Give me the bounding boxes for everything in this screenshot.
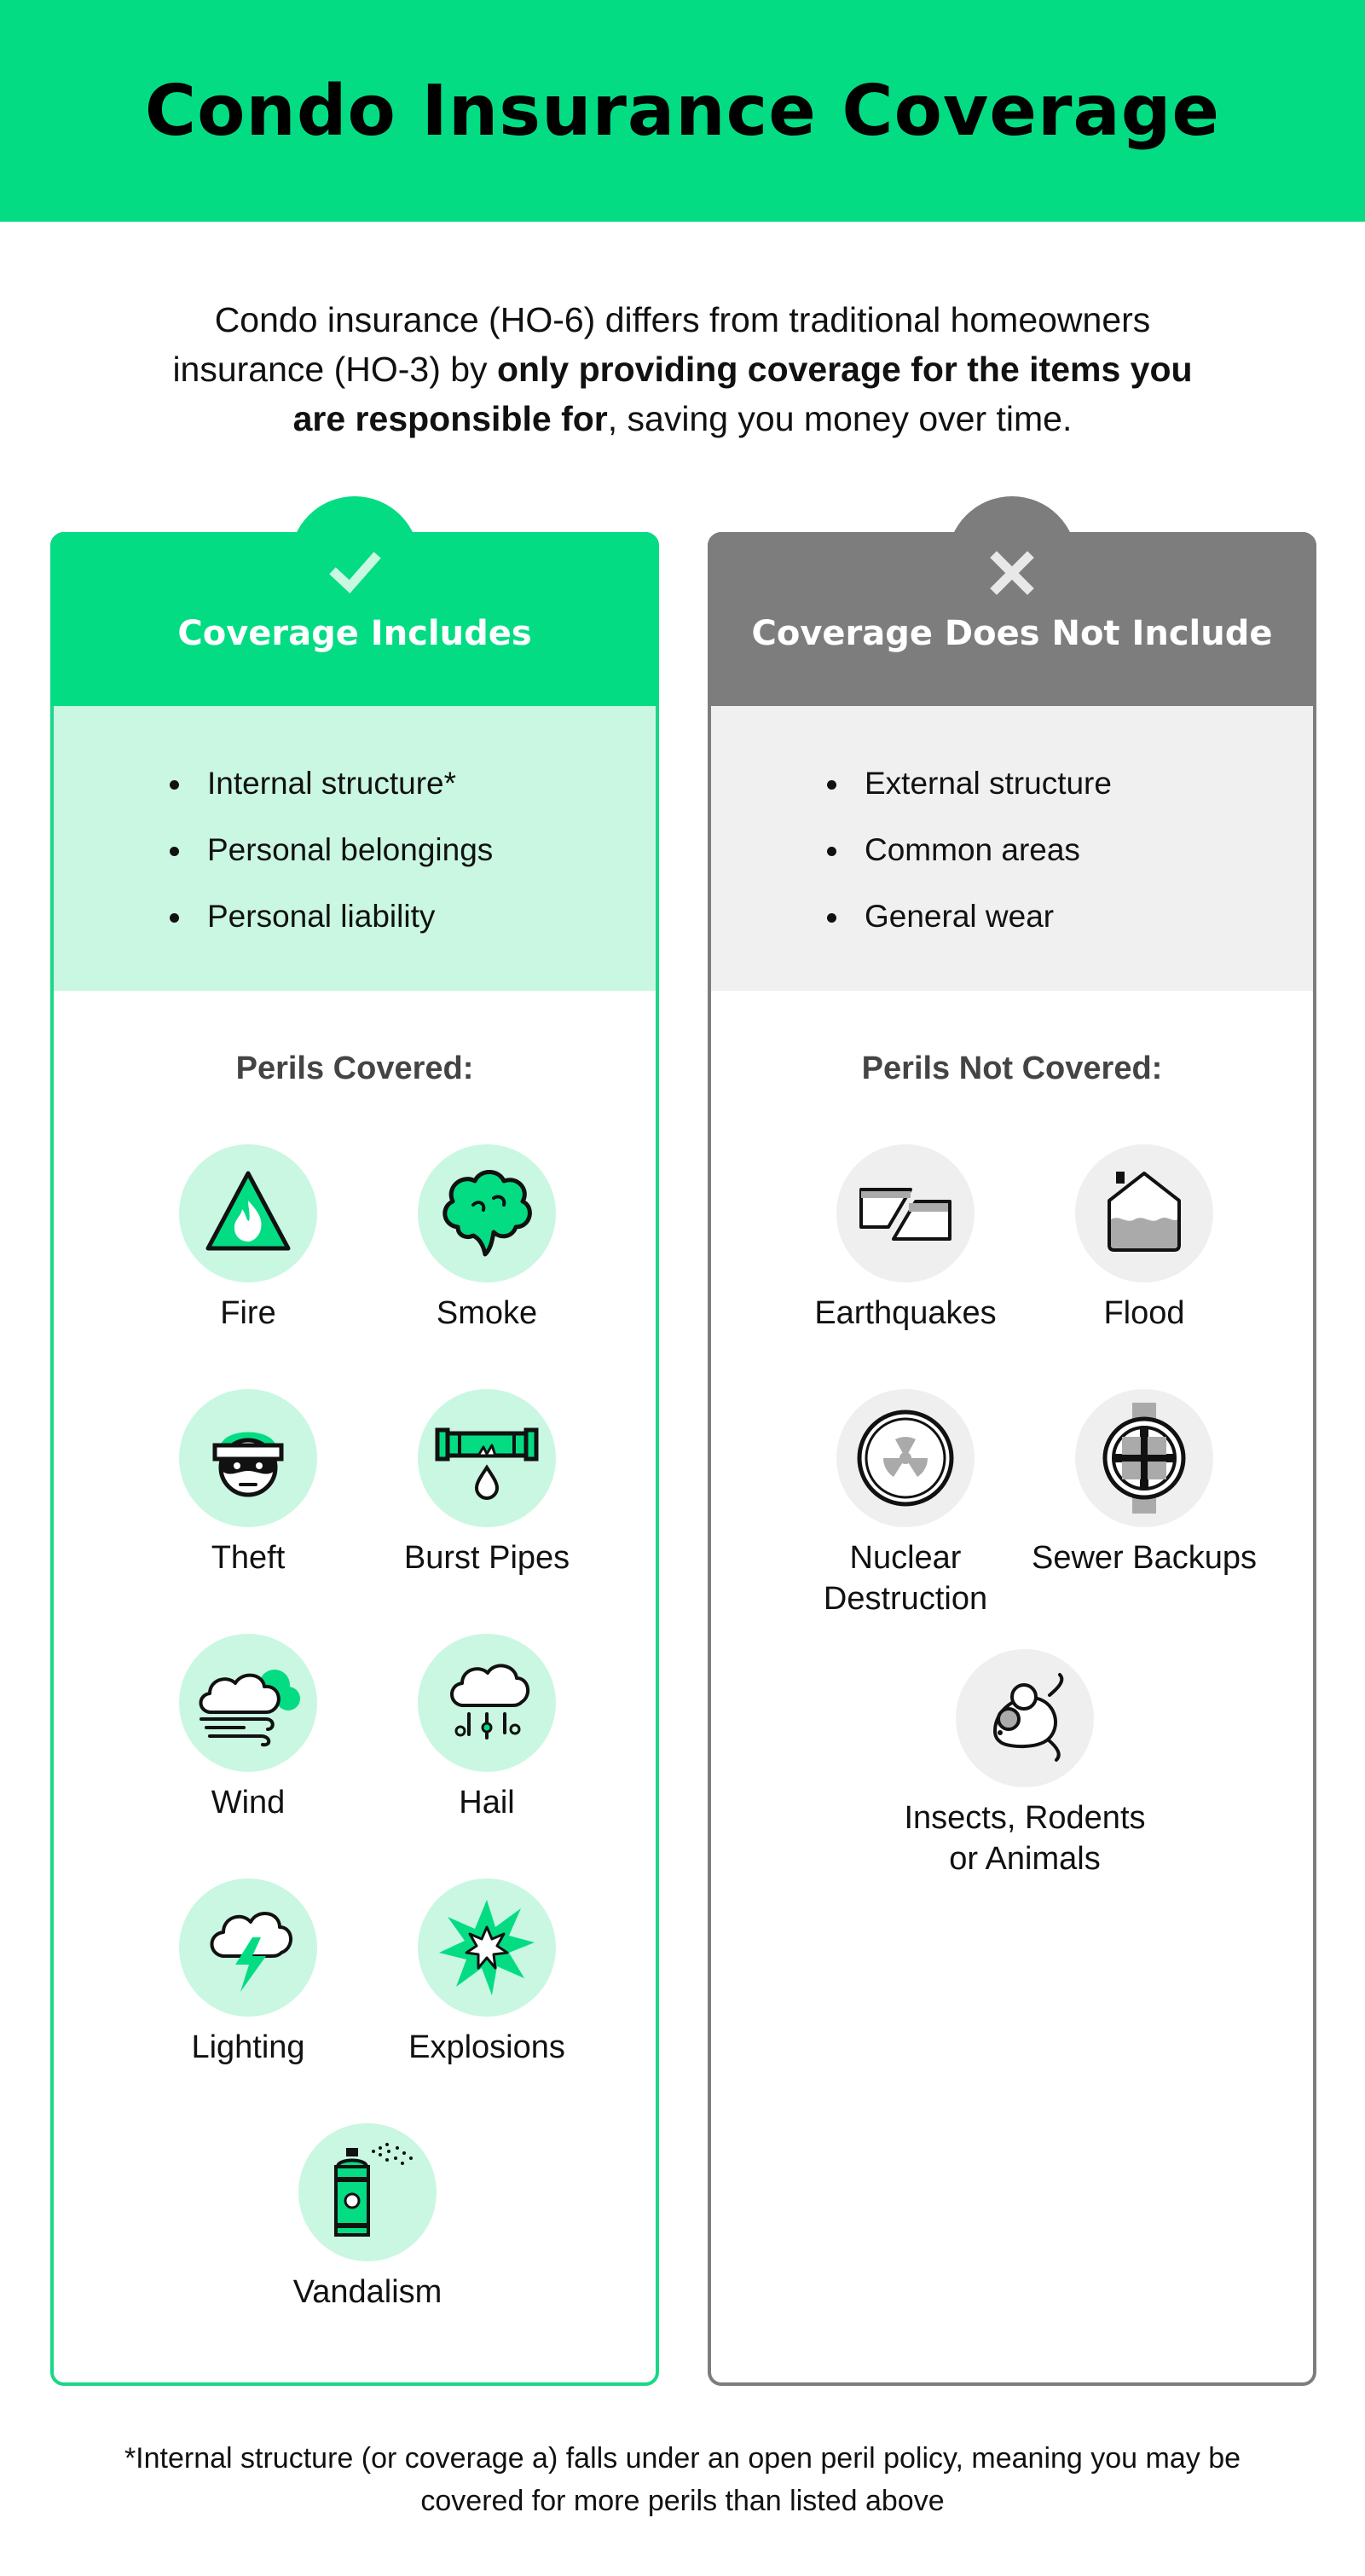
peril-sewer-backups bbox=[1016, 1389, 1272, 1578]
peril-label: Wind bbox=[211, 1785, 286, 1821]
intro-text bbox=[153, 295, 1212, 443]
peril-label: Explosions bbox=[408, 2029, 565, 2065]
list-item: Common areas bbox=[822, 817, 1313, 883]
peril-label: Flood bbox=[1103, 1295, 1185, 1331]
peril-explosions bbox=[359, 1878, 615, 2068]
wind-icon bbox=[179, 1634, 317, 1772]
list-item: Personal liability bbox=[165, 883, 656, 950]
peril-smoke bbox=[359, 1144, 615, 1334]
peril-label: Nuclear Destruction bbox=[823, 1540, 988, 1617]
peril-insects-rodents-animals bbox=[897, 1649, 1153, 1879]
radiation-icon bbox=[836, 1389, 975, 1527]
coverage-excludes-title: Coverage Does Not Include bbox=[751, 614, 1273, 653]
coverage-excludes-card bbox=[708, 532, 1316, 2386]
peril-label: Smoke bbox=[436, 1295, 538, 1331]
list-item: General wear bbox=[822, 883, 1313, 950]
sewer-icon bbox=[1075, 1389, 1213, 1527]
lightning-icon bbox=[179, 1878, 317, 2017]
flood-icon bbox=[1075, 1144, 1213, 1282]
hail-icon bbox=[418, 1634, 556, 1772]
peril-wind bbox=[120, 1634, 376, 1823]
explosion-icon bbox=[418, 1878, 556, 2017]
x-icon bbox=[985, 546, 1039, 600]
peril-label: Insects, Rodents or Animals bbox=[904, 1800, 1146, 1877]
list-item: Internal structure* bbox=[165, 750, 656, 817]
intro-part-2: , saving you money over time. bbox=[607, 399, 1073, 438]
peril-label: Burst Pipes bbox=[403, 1540, 570, 1576]
earthquake-icon bbox=[836, 1144, 975, 1282]
peril-label: Fire bbox=[220, 1295, 276, 1331]
peril-label: Theft bbox=[211, 1540, 286, 1576]
peril-vandalism bbox=[240, 2123, 495, 2313]
coverage-includes-title: Coverage Includes bbox=[177, 614, 532, 653]
header-banner bbox=[0, 0, 1365, 222]
theft-icon bbox=[179, 1389, 317, 1527]
peril-label: Earthquakes bbox=[814, 1295, 997, 1331]
peril-burst-pipes bbox=[359, 1389, 615, 1578]
coverage-includes-header bbox=[50, 532, 659, 706]
coverage-includes-card bbox=[50, 532, 659, 2386]
intro-bold: only providing coverage for the items you are responsible for bbox=[292, 350, 1193, 438]
peril-label: Sewer Backups bbox=[1031, 1540, 1257, 1576]
spray-can-icon bbox=[298, 2123, 437, 2261]
list-item: Personal belongings bbox=[165, 817, 656, 883]
intro-part-1: Condo insurance (HO-6) differs from traditional homeowners insurance (HO-3) by bbox=[172, 300, 1151, 389]
peril-flood bbox=[1016, 1144, 1272, 1334]
peril-label: Hail bbox=[459, 1785, 515, 1821]
fire-icon bbox=[179, 1144, 317, 1282]
peril-nuclear-destruction bbox=[778, 1389, 1033, 1619]
peril-fire bbox=[120, 1144, 376, 1334]
rodent-icon bbox=[956, 1649, 1094, 1787]
check-icon bbox=[327, 546, 382, 600]
peril-label: Lighting bbox=[191, 2029, 305, 2065]
smoke-icon bbox=[418, 1144, 556, 1282]
perils-not-covered-title: Perils Not Covered: bbox=[861, 1051, 1163, 1086]
burst-pipe-icon bbox=[418, 1389, 556, 1527]
coverage-excludes-list bbox=[711, 706, 1313, 991]
perils-covered-title: Perils Covered: bbox=[235, 1051, 474, 1086]
coverage-includes-list bbox=[54, 706, 656, 991]
page-title: Condo Insurance Coverage bbox=[144, 70, 1221, 152]
list-item: External structure bbox=[822, 750, 1313, 817]
peril-label: Vandalism bbox=[292, 2274, 442, 2310]
peril-lighting bbox=[120, 1878, 376, 2068]
peril-hail bbox=[359, 1634, 615, 1823]
footnote: *Internal structure (or coverage a) falls under an open peril policy, meaning you may be covered for more perils than listed above bbox=[124, 2442, 1241, 2517]
coverage-excludes-header bbox=[708, 532, 1316, 706]
peril-earthquakes bbox=[778, 1144, 1033, 1334]
peril-theft bbox=[120, 1389, 376, 1578]
